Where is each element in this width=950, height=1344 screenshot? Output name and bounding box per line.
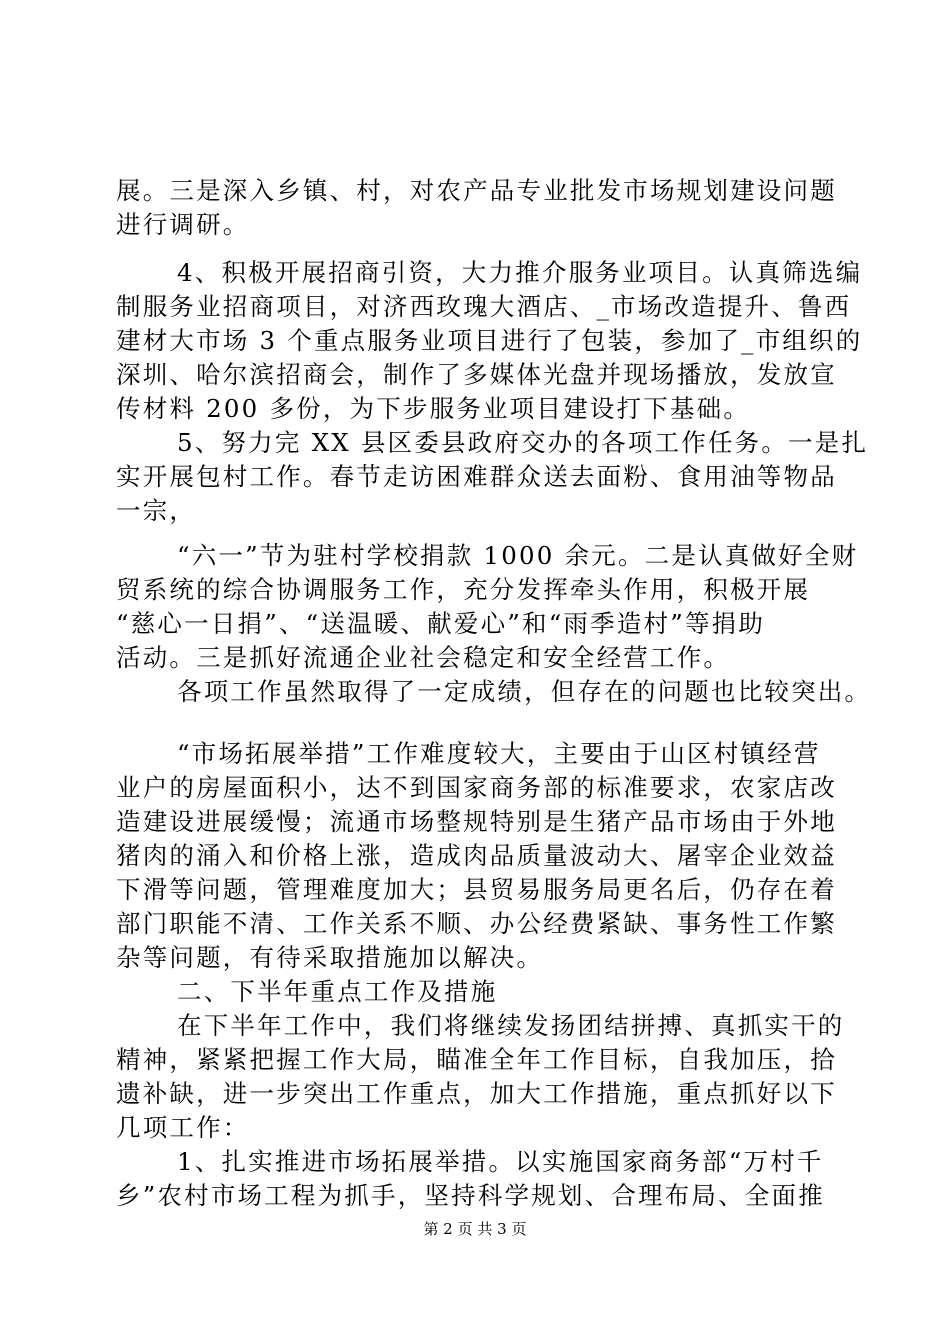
text-line: “六一”节为驻村学校捐款 1000 余元。二是认真做好全财 bbox=[177, 541, 859, 570]
text-line: 建材大市场 3 个重点服务业项目进行了包装，参加了_市组织的 bbox=[116, 326, 863, 355]
text-line: 1、扎实推进市场拓展举措。以实施国家商务部“万村千 bbox=[177, 1147, 824, 1176]
text-line: 进行调研。 bbox=[116, 210, 250, 239]
text-line: 贸系统的综合协调服务工作，充分发挥牵头作用，积极开展 bbox=[116, 575, 811, 604]
text-line: 造建设进展缓慢；流通市场整规特别是生猪产品市场由于外地 bbox=[116, 807, 837, 836]
text-line: 乡”农村市场工程为抓手，坚持科学规划、合理布局、全面推 bbox=[116, 1181, 825, 1210]
text-line: 几项工作： bbox=[116, 1113, 250, 1142]
text-line: 部门职能不清、工作关系不顺、办公经费紧缺、事务性工作繁 bbox=[116, 909, 837, 938]
text-line: 业户的房屋面积小，达不到国家商务部的标准要求，农家店改 bbox=[116, 773, 837, 802]
page-footer: 第 2 页 共 3 页 bbox=[423, 1220, 527, 1238]
text-line: 精神，紧紧把握工作大局，瞄准全年工作目标，自我加压，拾 bbox=[116, 1045, 837, 1074]
text-line: 一宗， bbox=[116, 496, 197, 525]
section-heading: 二、下半年重点工作及措施 bbox=[177, 977, 498, 1006]
text-line: 展。三是深入乡镇、村，对农产品专业批发市场规划建设问题 bbox=[116, 176, 837, 205]
text-line: 深圳、哈尔滨招商会，制作了多媒体光盘并现场播放，发放宣 bbox=[116, 360, 837, 389]
text-line: “慈心一日捐”、“送温暖、献爱心”和“雨季造村”等捐助 bbox=[116, 609, 766, 638]
text-line: 在下半年工作中，我们将继续发扬团结拼搏、真抓实干的 bbox=[177, 1011, 845, 1040]
text-line: 杂等问题，有待采取措施加以解决。 bbox=[116, 943, 544, 972]
text-line: “市场拓展举措”工作难度较大，主要由于山区村镇经营 bbox=[177, 739, 821, 768]
text-line: 4、积极开展招商引资，大力推介服务业项目。认真筛选编 bbox=[177, 258, 863, 287]
text-line: 实开展包村工作。春节走访困难群众送去面粉、食用油等物品 bbox=[116, 462, 837, 491]
text-line: 活动。三是抓好流通企业社会稳定和安全经营工作。 bbox=[116, 643, 731, 672]
text-line: 传材料 200 多份，为下步服务业项目建设打下基础。 bbox=[116, 394, 751, 423]
text-line: 猪肉的涌入和价格上涨，造成肉品质量波动大、屠宰企业效益 bbox=[116, 841, 837, 870]
text-line: 制服务业招商项目，对济西玫瑰大酒店、_市场改造提升、鲁西 bbox=[116, 292, 852, 321]
text-line: 遗补缺，进一步突出工作重点，加大工作措施，重点抓好以下 bbox=[116, 1079, 837, 1108]
text-line: 下滑等问题，管理难度加大；县贸易服务局更名后，仍存在着 bbox=[116, 875, 837, 904]
text-line: 各项工作虽然取得了一定成绩，但存在的问题也比较突出。 bbox=[177, 677, 872, 706]
text-line: 5、努力完 XX 县区委县政府交办的各项工作任务。一是扎 bbox=[177, 428, 869, 457]
